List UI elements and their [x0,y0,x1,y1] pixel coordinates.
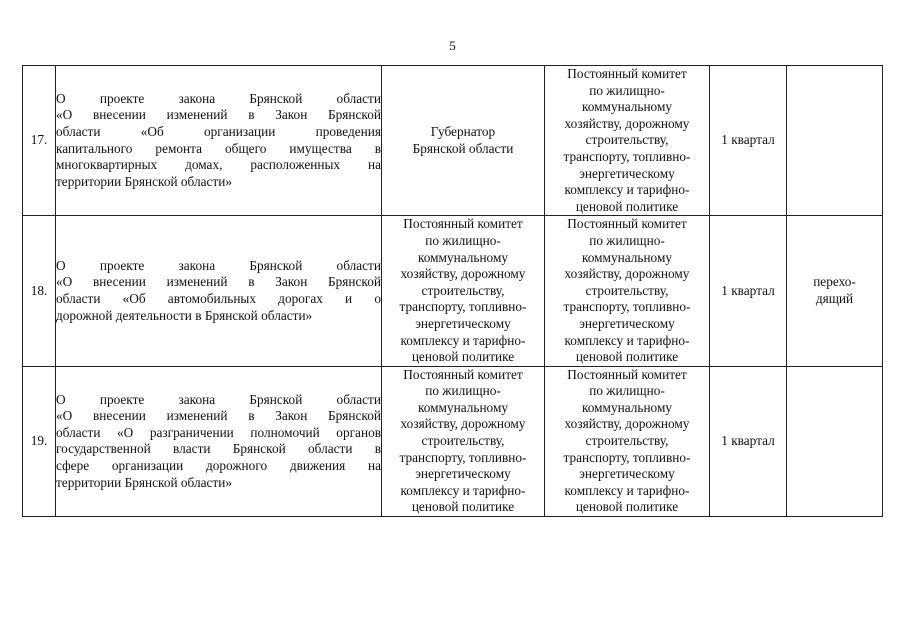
cell-text-line: строительству, [585,132,669,148]
cell-text-line: ценовой политике [411,499,515,515]
cell-text-line: Постоянный комитет [567,216,687,232]
cell-text-line: Постоянный комитет [567,366,687,382]
row-number: 19. [23,366,56,516]
cell-text-line: транспорту, топливно- [563,449,691,465]
responsible-party [382,66,545,216]
note [787,366,883,516]
cell-text-line: транспорту, топливно- [563,299,691,315]
row-number: 18. [23,216,56,366]
cell-text-line: Постоянный комитет [403,216,523,232]
cell-text-line: области «Об организации проведения [56,124,381,140]
table-row [23,366,883,516]
cell-text-line: сфере организации дорожного движения на [56,457,381,473]
row-number: 17. [23,66,56,216]
cell-text-line: многоквартирных домах, расположенных на [56,157,381,173]
cell-text-line: транспорту, топливно- [399,299,527,315]
cell-text-line: энергетическому [415,315,511,331]
cell-text-line: транспорту, топливно- [399,449,527,465]
cell-text-line: дорожной деятельности в Брянской области» [56,307,313,323]
cell-text-line: О проекте закона Брянской области [56,90,381,106]
cell-text-line: по жилищно- [589,82,665,98]
cell-text-line: Брянской области [412,140,514,156]
cell-text-line: территории Брянской области» [56,173,233,189]
bill-title [56,66,382,216]
cell-text-line: перехо- [813,274,856,290]
cell-text-line: области «О разграничении полномочий органов [56,424,381,440]
legislative-plan-table [22,65,883,517]
cell-text-line: «О внесении изменений в Закон Брянской [56,107,381,123]
cell-text-line: по жилищно- [589,383,665,399]
cell-text-line: области «Об автомобильных дорогах и о [56,291,381,307]
cell-text-line: государственной власти Брянской области в [56,441,381,457]
bill-title [56,216,382,366]
cell-text-line: Губернатор [430,124,496,140]
cell-text-line: энергетическому [415,466,511,482]
cell-text-line: ценовой политике [575,198,679,214]
responsible-party [382,366,545,516]
cell-text-line: транспорту, топливно- [563,148,691,164]
note [787,216,883,366]
cell-text-line: энергетическому [579,466,675,482]
cell-text-line: по жилищно- [425,383,501,399]
cell-text-line: строительству, [421,282,505,298]
cell-text-line: «О внесении изменений в Закон Брянской [56,408,381,424]
cell-text-line: энергетическому [579,165,675,181]
term: 1 квартал [710,66,787,216]
page-number: 5 [449,38,456,53]
cell-text-line: хозяйству, дорожному [400,266,526,282]
cell-text-line: хозяйству, дорожному [400,416,526,432]
cell-text-line: комплексу и тарифно- [564,332,690,348]
responsible-party [382,216,545,366]
cell-text-line: по жилищно- [589,232,665,248]
cell-text-line: О проекте закона Брянской области [56,257,381,273]
bill-title [56,366,382,516]
term: 1 квартал [710,216,787,366]
cell-text-line: комплексу и тарифно- [564,182,690,198]
cell-text-line: территории Брянской области» [56,474,233,490]
cell-text-line: хозяйству, дорожному [564,416,690,432]
table-row [23,66,883,216]
cell-text-line: ценовой политике [575,349,679,365]
cell-text-line: Постоянный комитет [567,66,687,81]
cell-text-line: комплексу и тарифно- [564,482,690,498]
cell-text-line: строительству, [421,433,505,449]
responsible-committee [545,366,710,516]
cell-text-line: коммунальному [581,99,673,115]
cell-text-line: коммунальному [581,399,673,415]
cell-text-line: коммунальному [581,249,673,265]
cell-text-line: коммунальному [417,399,509,415]
cell-text-line: капитального ремонта общего имущества в [56,140,381,156]
cell-text-line: «О внесении изменений в Закон Брянской [56,274,381,290]
cell-text-line: хозяйству, дорожному [564,266,690,282]
cell-text-line: О проекте закона Брянской области [56,391,381,407]
cell-text-line: по жилищно- [425,232,501,248]
cell-text-line: строительству, [585,282,669,298]
cell-text-line: энергетическому [579,315,675,331]
cell-text-line: дящий [815,291,854,307]
cell-text-line: хозяйству, дорожному [564,115,690,131]
cell-text-line: Постоянный комитет [403,366,523,382]
cell-text-line: комплексу и тарифно- [400,332,526,348]
responsible-committee [545,66,710,216]
note [787,66,883,216]
cell-text-line: комплексу и тарифно- [400,482,526,498]
cell-text-line: строительству, [585,433,669,449]
cell-text-line: ценовой политике [575,499,679,515]
responsible-committee [545,216,710,366]
table-row [23,216,883,366]
cell-text-line: ценовой политике [411,349,515,365]
cell-text-line: коммунальному [417,249,509,265]
term: 1 квартал [710,366,787,516]
